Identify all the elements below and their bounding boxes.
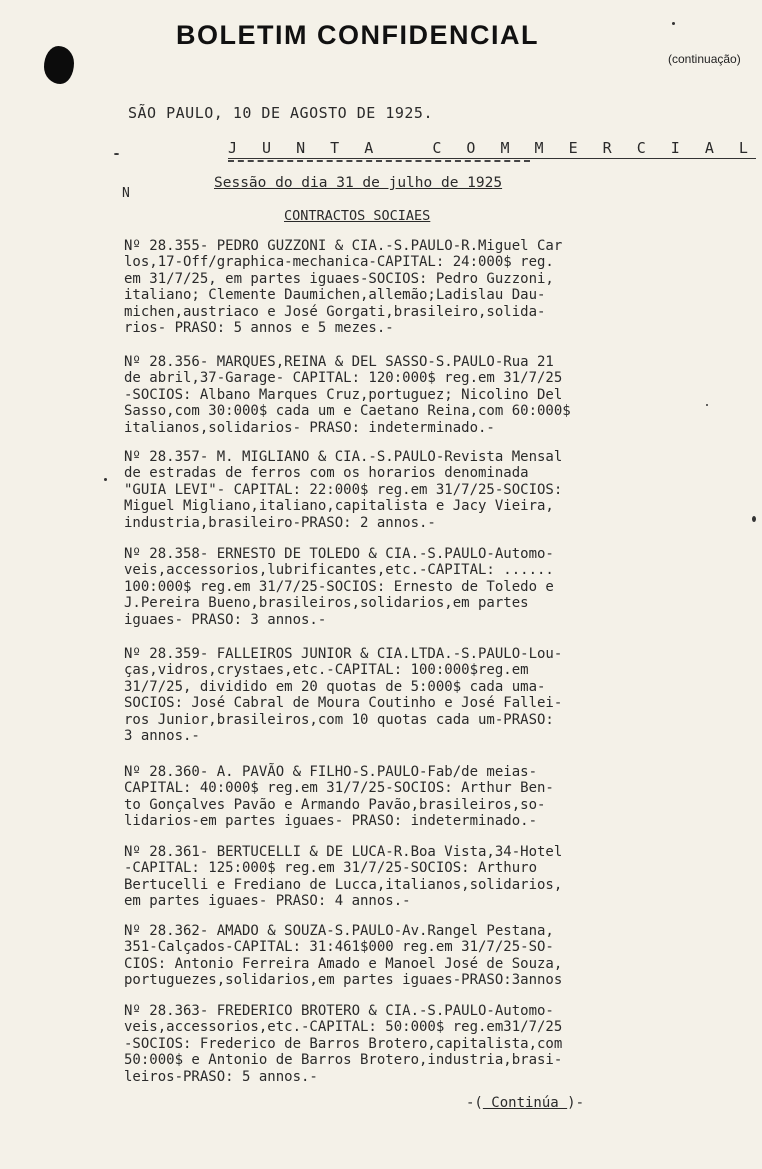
entry-line: veis,accessorios,etc.-CAPITAL: 50:000$ reg.em31/7/25 [124, 1019, 563, 1036]
entry-line: to Gonçalves Pavão e Armando Pavão,brasileiros,so- [124, 796, 546, 813]
entry-line: SOCIOS: José Cabral de Moura Coutinho e José Fallei- [124, 695, 563, 712]
entry-line: de estradas de ferros com os horarios denominada [124, 465, 529, 482]
dateline: SÃO PAULO, 10 DE AGOSTO DE 1925. [128, 104, 433, 122]
entry-line: de abril,37-Garage- CAPITAL: 120:000$ reg.em 31/7/25 [124, 370, 563, 387]
entry-line: Miguel Migliano,italiano,capitalista e Jacy Vieira, [124, 498, 554, 515]
entry-line: CAPITAL: 40:000$ reg.em 31/7/25-SOCIOS: Arthur Ben- [124, 780, 554, 797]
continues-label: Continúa [482, 1095, 568, 1111]
ink-speck [752, 516, 756, 522]
entry-line: ros Junior,brasileiros,com 10 quotas cada um-PRASO: [124, 711, 554, 728]
entry-line: los,17-Off/graphica-mechanica-CAPITAL: 24:000$ reg. [124, 254, 554, 271]
ink-speck [114, 153, 119, 155]
entry-line: italiano; Clemente Daumichen,allemão;Ladislau Dau- [124, 287, 546, 304]
entry-line: Nº 28.355- PEDRO GUZZONI & CIA.-S.PAULO-R.Miguel Car [124, 238, 563, 254]
entry-line: rios- PRASO: 5 annos e 5 mezes.- [124, 320, 394, 337]
ink-speck [706, 404, 708, 406]
entry-line: lidarios-em partes iguaes- PRASO: indeterminado.- [124, 813, 538, 830]
entry-line: portuguezes,solidarios,em partes iguaes-PRASO:3annos [124, 972, 563, 989]
entry-line: Nº 28.360- A. PAVÃO & FILHO-S.PAULO-Fab/de meias- [124, 764, 538, 780]
entry-line: Nº 28.361- BERTUCELLI & DE LUCA-R.Boa Vista,34-Hotel [124, 844, 563, 860]
entry-28356 [124, 354, 736, 436]
ink-speck [672, 22, 675, 25]
continuation-note: (continuação) [668, 52, 741, 66]
entry-28361 [124, 844, 736, 910]
entry-line: -SOCIOS: Albano Marques Cruz,portuguez; Nicolino Del [124, 386, 563, 403]
footer-prefix: -( [466, 1095, 483, 1111]
entry-line: Nº 28.359- FALLEIROS JUNIOR & CIA.LTDA.-S.PAULO-Lou- [124, 646, 563, 662]
entry-line: em partes iguaes- PRASO: 4 annos.- [124, 893, 411, 910]
entry-28363 [124, 1003, 736, 1085]
masthead-title: BOLETIM CONFIDENCIAL [176, 20, 539, 50]
margin-marker: N [122, 186, 130, 201]
entry-line: Sasso,com 30:000$ cada um e Caetano Reina,com 60:000$ [124, 403, 571, 420]
entry-line: leiros-PRASO: 5 annos.- [124, 1068, 318, 1085]
subsection-heading: CONTRACTOS SOCIAES [284, 208, 431, 224]
entry-line: 31/7/25, dividido em 20 quotas de 5:000$ cada uma- [124, 678, 546, 695]
entry-line: -SOCIOS: Frederico de Barros Brotero,capitalista,com [124, 1035, 563, 1052]
entry-line: Nº 28.362- AMADO & SOUZA-S.PAULO-Av.Rangel Pestana, [124, 923, 554, 939]
entry-line: 50:000$ e Antonio de Barros Brotero,industria,brasi- [124, 1052, 563, 1069]
entry-line: Nº 28.357- M. MIGLIANO & CIA.-S.PAULO-Revista Mensal [124, 449, 563, 465]
entry-line: Bertucelli e Frediano de Lucca,italianos,solidarios, [124, 876, 563, 893]
entry-line: veis,accessorios,lubrificantes,etc.-CAPITAL: ...... [124, 562, 554, 579]
entry-line: 100:000$ reg.em 31/7/25-SOCIOS: Ernesto de Toledo e [124, 578, 554, 595]
section-divider [228, 160, 530, 162]
entry-28360 [124, 764, 736, 830]
entry-line: 351-Calçados-CAPITAL: 31:461$000 reg.em 31/7/25-SO- [124, 939, 554, 956]
entry-line: "GUIA LEVI"- CAPITAL: 22:000$ reg.em 31/7/25-SOCIOS: [124, 481, 563, 498]
entry-28358 [124, 546, 736, 628]
section-title: J U N T A C O M M E R C I A L [228, 139, 756, 157]
entry-28359 [124, 646, 736, 744]
entry-line: J.Pereira Bueno,brasileiros,solidarios,em partes [124, 595, 529, 612]
ink-blot [44, 46, 74, 84]
entry-28362 [124, 923, 736, 989]
entry-line: em 31/7/25, em partes iguaes-SOCIOS: Pedro Guzzoni, [124, 270, 554, 287]
entry-line: iguaes- PRASO: 3 annos.- [124, 611, 327, 628]
entry-line: ças,vidros,crystaes,etc.-CAPITAL: 100:000$reg.em [124, 662, 529, 679]
entry-line: Nº 28.363- FREDERICO BROTERO & CIA.-S.PAULO-Automo- [124, 1003, 554, 1019]
ink-speck [104, 478, 107, 481]
continues-footer [466, 1095, 584, 1111]
entry-28357 [124, 449, 736, 531]
entry-line: 3 annos.- [124, 728, 200, 745]
entry-line: Nº 28.356- MARQUES,REINA & DEL SASSO-S.PAULO-Rua 21 [124, 354, 554, 370]
entry-line: CIOS: Antonio Ferreira Amado e Manoel José de Souza, [124, 955, 563, 972]
entry-line: michen,austriaco e José Gorgati,brasileiro,solida- [124, 303, 546, 320]
entry-28355 [124, 238, 736, 336]
entry-line: italianos,solidarios- PRASO: indeterminado.- [124, 419, 495, 436]
entry-line: industria,brasileiro-PRASO: 2 annos.- [124, 514, 436, 531]
entry-line: Nº 28.358- ERNESTO DE TOLEDO & CIA.-S.PAULO-Automo- [124, 546, 554, 562]
footer-suffix: )- [567, 1095, 585, 1111]
session-heading: Sessão do dia 31 de julho de 1925 [214, 175, 503, 191]
entry-line: -CAPITAL: 125:000$ reg.em 31/7/25-SOCIOS: Arthuro [124, 860, 538, 877]
